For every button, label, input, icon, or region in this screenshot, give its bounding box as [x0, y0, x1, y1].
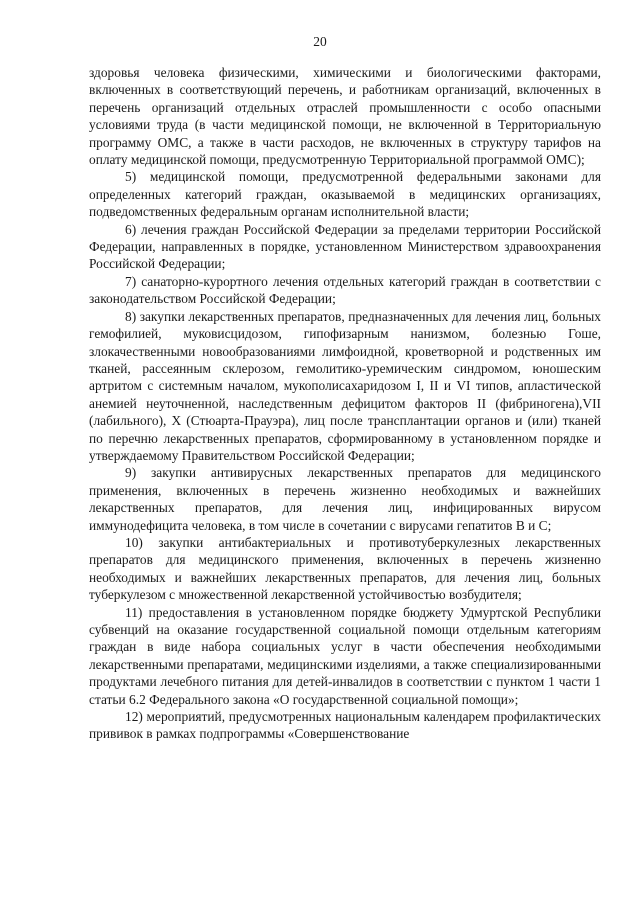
paragraph-item-5: 5) медицинской помощи, предусмотренной федеральными законами для определенных категорий граждан, оказываемой в медицинских организациях, подведомственных федеральным органам исполнительной власти; — [89, 169, 601, 220]
paragraph-item-6: 6) лечения граждан Российской Федерации за пределами территории Российской Федерации, направленных в порядке, установленном Министерством здравоохранения Российской Федерации; — [89, 221, 601, 272]
paragraph-item-10: 10) закупки антибактериальных и противотуберкулезных лекарственных препаратов для медицинского применения, включенных в перечень жизненно необходимых и важнейших лекарственных препаратов, для лечения лиц, больных туберкулезом с множественной лекарственной устойчивостью возбудителя; — [89, 534, 601, 603]
document-body — [89, 64, 601, 743]
paragraph-continuation: здоровья человека физическими, химическими и биологическими факторами, включенных в соответствующий перечень, и работникам организаций, включенных в перечень организаций отдельных отраслей промышленности с особо опасными условиями труда (в части медицинской помощи, не включенной в Территориальную программу ОМС, а также в части расходов, не включенных в структуру тарифов на оплату медицинской помощи, предусмотренную Территориальной программой ОМС); — [89, 65, 601, 168]
paragraph-item-11: 11) предоставления в установленном порядке бюджету Удмуртской Республики субвенций на оказание государственной социальной помощи отдельным категориям граждан в виде набора социальных услуг в части обеспечения необходимыми лекарственными препаратами, медицинскими изделиями, а также специализированными продуктами лечебного питания для детей-инвалидов в соответствии с пунктом 1 части 1 статьи 6.2 Федерального закона «О государственной социальной помощи»; — [89, 604, 601, 707]
paragraph-item-7: 7) санаторно-курортного лечения отдельных категорий граждан в соответствии с законодательством Российской Федерации; — [89, 273, 601, 307]
page-number: 20 — [313, 34, 327, 49]
paragraph-item-12: 12) мероприятий, предусмотренных национальным календарем профилактических прививок в рамках подпрограммы «Совершенствование — [89, 709, 601, 742]
paragraph-item-8: 8) закупки лекарственных препаратов, предназначенных для лечения лиц, больных гемофилией, муковисцидозом, гипофизарным нанизмом, болезнью Гоше, злокачественными новообразованиями лимфоидной, кроветворной и родственных им тканей, рассеянным склерозом, гемолитико-уремическим синдромом, юношеским артритом с системным началом, мукополисахаридозом I, II и VI типов, апластической анемией неуточненной, наследственным дефицитом факторов II (фибриногена),VII (лабильного), X (Стюарта-Прауэра), лиц после трансплантации органов и (или) тканей по перечню лекарственных препаратов, сформированному в установленном порядке и утверждаемому Правительством Российской Федерации; — [89, 308, 601, 463]
paragraph-item-9: 9) закупки антивирусных лекарственных препаратов для медицинского применения, включенных в перечень жизненно необходимых и важнейших лекарственных препаратов, для лечения лиц, инфицированных вирусом иммунодефицита человека, в том числе в сочетании с вирусами гепатитов В и С; — [89, 465, 601, 533]
